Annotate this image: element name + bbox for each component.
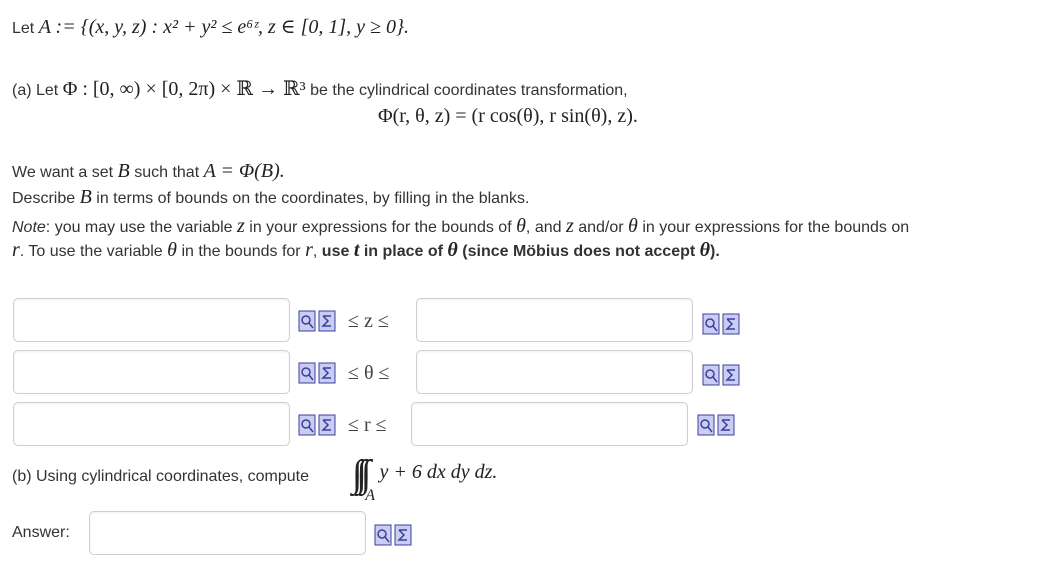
note-bold-mid: in place of — [363, 243, 443, 260]
note-var-z: z — [237, 215, 245, 237]
answer-input[interactable] — [89, 511, 366, 555]
note-t7: in the bounds for — [181, 243, 301, 260]
answer-icons — [374, 524, 412, 546]
equation-editor-icon[interactable] — [318, 310, 336, 332]
integral-signs: ∫∫∫ — [352, 453, 366, 495]
preview-icon[interactable] — [702, 364, 720, 386]
transform-map: Φ : [0, ∞) × [0, 2π) × ℝ → ℝ³ — [62, 78, 306, 100]
note-bold-end: (since Möbius does not accept — [462, 243, 696, 260]
note-var-r: r — [12, 239, 20, 261]
preview-icon[interactable] — [298, 362, 316, 384]
preview-icon[interactable] — [298, 414, 316, 436]
note-line-1 — [12, 215, 909, 238]
preview-icon[interactable] — [374, 524, 392, 546]
note-t4: and/or — [578, 219, 624, 236]
r-lower-icons — [298, 414, 336, 436]
note-var-theta: θ — [516, 215, 526, 237]
set-definition — [12, 14, 409, 39]
theta-relation: ≤ θ ≤ — [348, 362, 390, 384]
preview-icon[interactable] — [697, 414, 715, 436]
note-t2: in your expressions for the bounds of — [249, 219, 512, 236]
want-lead: We want a set — [12, 164, 114, 181]
note-var-theta-4: θ — [447, 239, 458, 261]
note-var-r-2: r — [305, 239, 313, 261]
equation-editor-icon[interactable] — [318, 414, 336, 436]
note-t5: in your expressions for the bounds on — [642, 219, 910, 236]
note-t8: , — [312, 243, 318, 260]
equation-editor-icon[interactable] — [318, 362, 336, 384]
part-a-intro: (a) Let — [12, 82, 59, 99]
describe-line — [12, 186, 529, 209]
describe-lead: Describe — [12, 190, 76, 207]
theta-lower-input[interactable] — [13, 350, 290, 394]
part-a-desc: be the cylindrical coordinates transformation, — [310, 82, 628, 99]
equation-editor-icon[interactable] — [722, 364, 740, 386]
want-equation: A = Φ(B). — [203, 160, 285, 182]
z-upper-input[interactable] — [416, 298, 693, 342]
note-var-theta-2: θ — [628, 215, 638, 237]
transform-formula: Φ(r, θ, z) = (r cos(θ), r sin(θ), z). — [378, 105, 638, 127]
note-bold-use: use — [321, 243, 350, 260]
note-line-2 — [12, 239, 720, 262]
r-upper-icons — [697, 414, 735, 436]
equation-editor-icon[interactable] — [717, 414, 735, 436]
z-lower-input[interactable] — [13, 298, 290, 342]
z-upper-icons — [702, 313, 740, 335]
note-t6: . To use the variable — [19, 243, 163, 260]
note-var-theta-5: θ — [699, 239, 711, 261]
set-def-let: Let — [12, 20, 35, 37]
z-lower-icons — [298, 310, 336, 332]
part-b-text: (b) Using cylindrical coordinates, compute — [12, 468, 310, 485]
preview-icon[interactable] — [298, 310, 316, 332]
note-t1: : you may use the variable — [45, 219, 233, 236]
integral-region: A — [365, 487, 376, 504]
theta-lower-icons — [298, 362, 336, 384]
want-line — [12, 160, 285, 183]
note-bold — [321, 239, 720, 261]
equation-editor-icon[interactable] — [394, 524, 412, 546]
equation-editor-icon[interactable] — [722, 313, 740, 335]
note-label: Note — [12, 219, 46, 236]
answer-label: Answer: — [12, 524, 70, 541]
note-var-t: t — [353, 239, 360, 261]
r-upper-input[interactable] — [411, 402, 688, 446]
theta-upper-input[interactable] — [416, 350, 693, 394]
z-relation: ≤ z ≤ — [348, 310, 389, 332]
describe-rest: in terms of bounds on the coordinates, by filling in the blanks. — [96, 190, 530, 207]
var-b-2: B — [79, 186, 92, 208]
integrand: y + 6 dx dy dz. — [379, 461, 498, 483]
note-bold-close: ). — [710, 243, 720, 260]
note-t3: , and — [525, 219, 562, 236]
triple-integral — [352, 452, 497, 508]
want-mid: such that — [134, 164, 200, 181]
note-var-theta-3: θ — [167, 239, 177, 261]
var-b: B — [117, 160, 130, 182]
set-def-math: A := {(x, y, z) : x² + y² ≤ e⁶ᶻ, z ∈ [0, 1], y ≥ 0}. — [38, 16, 410, 38]
part-a-line — [12, 76, 628, 101]
r-lower-input[interactable] — [13, 402, 290, 446]
note-var-z-2: z — [565, 215, 574, 237]
preview-icon[interactable] — [702, 313, 720, 335]
r-relation: ≤ r ≤ — [348, 414, 387, 436]
theta-upper-icons — [702, 364, 740, 386]
